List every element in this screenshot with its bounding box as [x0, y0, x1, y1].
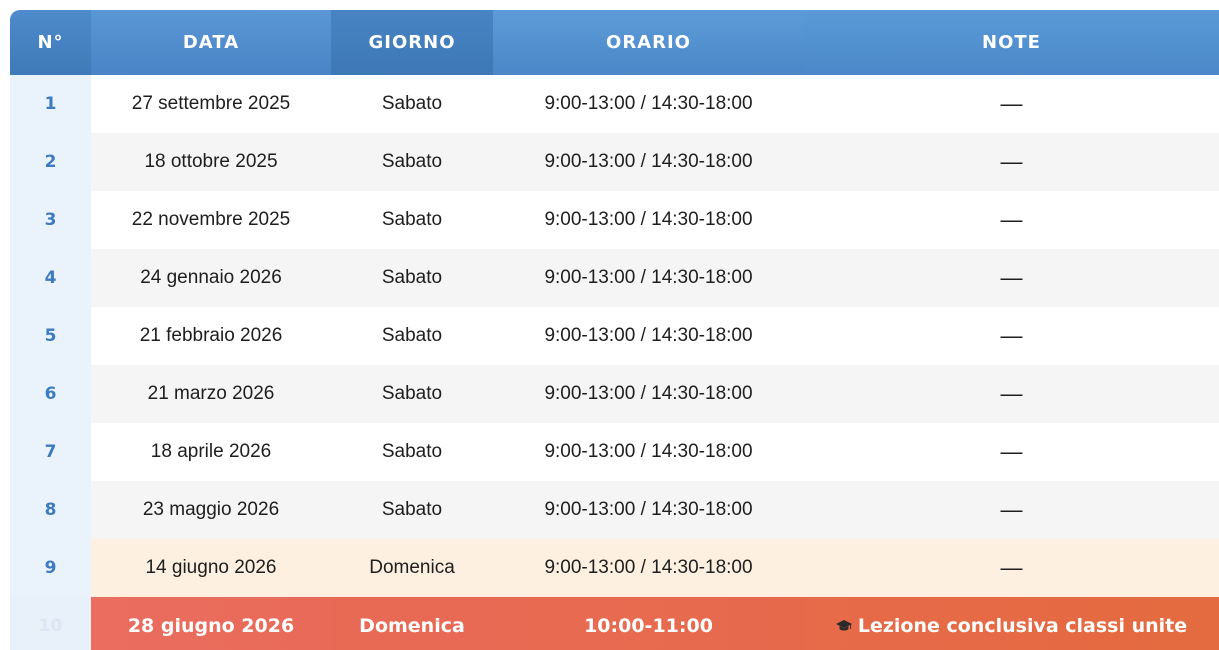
table-row [10, 365, 1219, 423]
row-number: 10 [10, 597, 91, 650]
row-day: Sabato [331, 191, 493, 249]
final-note-text: Lezione conclusiva classi unite [857, 614, 1188, 637]
row-number: 9 [10, 539, 91, 597]
row-time: 9:00-13:00 / 14:30-18:00 [493, 539, 804, 597]
table-row-sunday [10, 539, 1219, 597]
row-number: 5 [10, 307, 91, 365]
row-note: — [804, 423, 1219, 481]
header-date: DATA [91, 10, 331, 75]
row-time: 9:00-13:00 / 14:30-18:00 [493, 249, 804, 307]
row-day: Domenica [331, 597, 493, 650]
row-date: 21 marzo 2026 [91, 365, 331, 423]
row-date: 18 aprile 2026 [91, 423, 331, 481]
row-number: 6 [10, 365, 91, 423]
row-number: 7 [10, 423, 91, 481]
row-time: 9:00-13:00 / 14:30-18:00 [493, 191, 804, 249]
row-date: 24 gennaio 2026 [91, 249, 331, 307]
row-note: — [804, 75, 1219, 133]
row-time: 9:00-13:00 / 14:30-18:00 [493, 365, 804, 423]
header-row [10, 10, 1219, 75]
table-body [10, 75, 1219, 650]
row-note: — [804, 249, 1219, 307]
table-row [10, 307, 1219, 365]
table-row [10, 423, 1219, 481]
row-day: Sabato [331, 75, 493, 133]
table-row [10, 191, 1219, 249]
row-time: 9:00-13:00 / 14:30-18:00 [493, 481, 804, 539]
final-note [836, 615, 1187, 637]
row-number: 2 [10, 133, 91, 191]
table-row [10, 481, 1219, 539]
row-date: 21 febbraio 2026 [91, 307, 331, 365]
row-day: Sabato [331, 307, 493, 365]
row-date: 28 giugno 2026 [91, 597, 331, 650]
row-day: Domenica [331, 539, 493, 597]
row-note: — [804, 133, 1219, 191]
row-number: 4 [10, 249, 91, 307]
row-date: 27 settembre 2025 [91, 75, 331, 133]
row-note [804, 597, 1219, 650]
row-time: 10:00-11:00 [493, 597, 804, 650]
row-number: 8 [10, 481, 91, 539]
row-day: Sabato [331, 365, 493, 423]
row-note: — [804, 365, 1219, 423]
row-note: — [804, 191, 1219, 249]
table-row [10, 133, 1219, 191]
schedule-table [10, 10, 1219, 650]
row-day: Sabato [331, 481, 493, 539]
row-time: 9:00-13:00 / 14:30-18:00 [493, 133, 804, 191]
row-date: 14 giugno 2026 [91, 539, 331, 597]
header-number: N° [10, 10, 91, 75]
row-date: 18 ottobre 2025 [91, 133, 331, 191]
table-row-final-lesson [10, 597, 1219, 650]
table-header [10, 10, 1219, 75]
row-date: 23 maggio 2026 [91, 481, 331, 539]
header-time: ORARIO [493, 10, 804, 75]
row-note: — [804, 539, 1219, 597]
row-number: 3 [10, 191, 91, 249]
row-day: Sabato [331, 423, 493, 481]
row-date: 22 novembre 2025 [91, 191, 331, 249]
header-note: NOTE [804, 10, 1219, 75]
table-row [10, 249, 1219, 307]
row-note: — [804, 307, 1219, 365]
row-note: — [804, 481, 1219, 539]
row-number: 1 [10, 75, 91, 133]
row-time: 9:00-13:00 / 14:30-18:00 [493, 75, 804, 133]
table-row [10, 75, 1219, 133]
row-time: 9:00-13:00 / 14:30-18:00 [493, 307, 804, 365]
row-day: Sabato [331, 249, 493, 307]
schedule-table-container [10, 10, 1219, 650]
row-time: 9:00-13:00 / 14:30-18:00 [493, 423, 804, 481]
row-day: Sabato [331, 133, 493, 191]
graduation-cap-icon [836, 619, 852, 633]
header-day: GIORNO [331, 10, 493, 75]
